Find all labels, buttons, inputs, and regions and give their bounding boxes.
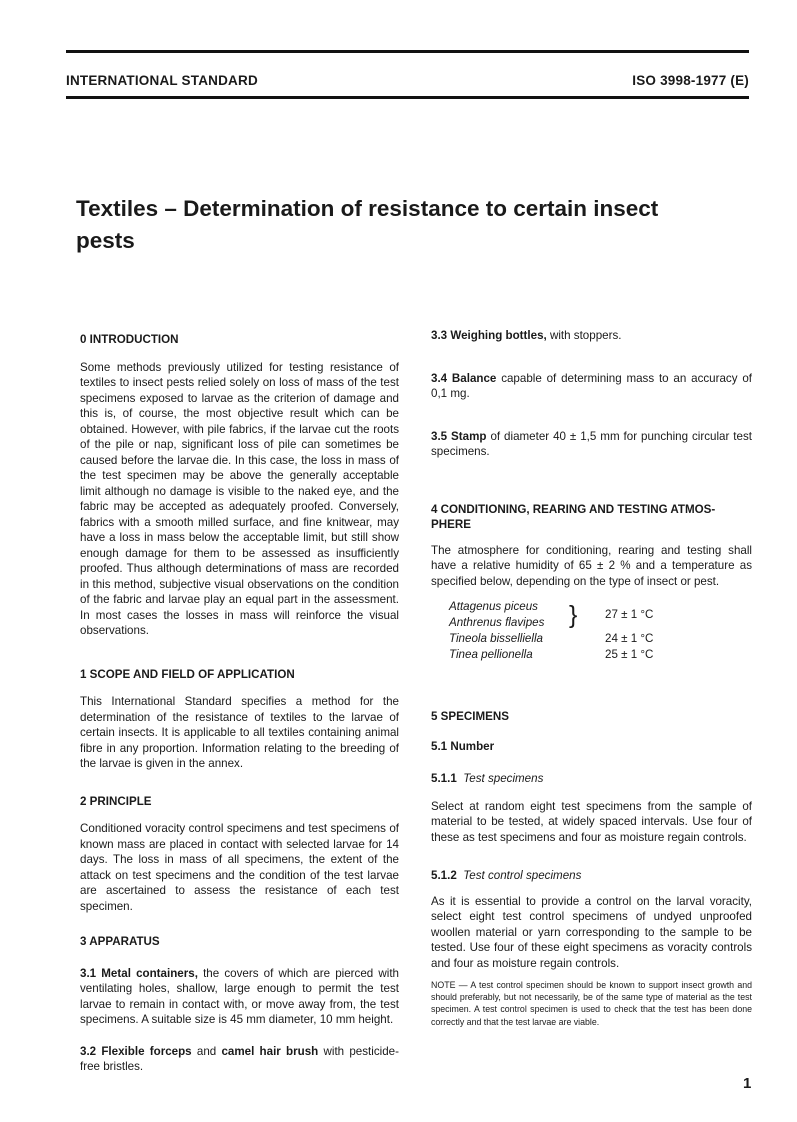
clause-3-2-lead-2: camel hair brush xyxy=(221,1044,319,1058)
clause-3-4 xyxy=(431,371,752,402)
section-4-heading-line-2: PHERE xyxy=(431,518,471,531)
clause-5-1-2-text: As it is essential to provide a control on the larval voracity, select eight test control specimens of undyed unproofed woollen material or yarn corresponding to the sample to be tested. Use four of these eight specimens as voracity controls and four as moisture regain controls. xyxy=(431,894,752,970)
clause-3-4-lead: 3.4 Balance xyxy=(431,371,497,385)
note: NOTE — A test control specimen should be known to support insect growth and should preferably, but not necessarily, be of the same type of material as the test specimen. A test control specimen is used to check that the test has been done correctly and that the test larvae are viable. xyxy=(431,980,752,1027)
clause-3-3-lead: 3.3 Weighing bottles, xyxy=(431,329,547,342)
section-2-text: Conditioned voracity control specimens and test specimens of known mass are placed in contact with selected larvae for 14 days. The loss in mass of all specimens, the extent of the attack on test specimens and the condition of the test larvae are ascertained to assess the resistance of each test specimen. xyxy=(80,822,399,913)
clause-5-1-2-number: 5.1.2 xyxy=(431,869,457,882)
document-title xyxy=(76,193,736,257)
clause-5-1-2-title: Test control specimens xyxy=(463,869,582,882)
section-0-text: Some methods previously utilized for testing resistance of textiles to insect pests relied solely on loss of mass of the test specimens exposed to larvae as the criterion of damage and this is, of course, the most objective result which can be obtained. However, with pile fabrics, if the larvae cut the roots of the pile or nap, significant loss of pile can sometimes be caused before the larvae die. In this case, the loss in mass of the test specimen may be above the generally acceptable limit although no damage is visible to the naked eye, and the fabric may be accepted as adequately proofed. Conversely, fabrics with a smooth milled surface, and fine knitwear, may have a loss in mass below the acceptable limit, but still show enough damage for them to be assessed as insufficiently proofed. Thus although determinations of mass are recorded in this method, subjective visual observations on the condition of the fabric and larvae play an equal part in the assessment. In most cases the losses in mass will reinforce the visual observations. xyxy=(80,360,399,637)
section-3-heading: 3 APPARATUS xyxy=(80,935,160,948)
clause-5-1-1-text: Select at random eight test specimens from the sample of material to be tested, at widely spaced intervals. Use four of these as test specimens and four as moisture regain controls. xyxy=(431,799,752,844)
right-column xyxy=(431,328,752,1028)
species-temperature: 24 ± 1 °C xyxy=(605,632,654,646)
clause-3-5 xyxy=(431,429,752,460)
clause-3-2-mid: and xyxy=(191,1044,222,1058)
section-4-text: The atmosphere for conditioning, rearing and testing shall have a relative humidity of 65 ± 2 % and a temperature as specified below, depending on the type of insect or pest. xyxy=(431,543,752,588)
section-1-heading: 1 SCOPE AND FIELD OF APPLICATION xyxy=(80,667,295,681)
top-rule xyxy=(66,50,749,53)
species-temperature-table xyxy=(449,599,653,663)
clause-3-2-lead-1: 3.2 Flexible forceps xyxy=(80,1044,192,1058)
section-5-heading: 5 SPECIMENS xyxy=(431,710,509,723)
clause-5-1-1-heading xyxy=(431,771,752,787)
grouped-temperature: 27 ± 1 °C xyxy=(605,608,654,622)
section-0-heading: 0 INTRODUCTION xyxy=(80,333,179,346)
header-rule xyxy=(66,96,749,99)
left-column xyxy=(80,332,399,1075)
standard-label: INTERNATIONAL STANDARD xyxy=(66,73,258,88)
clause-3-5-text: of diameter 40 ± 1,5 mm for punching circular test specimens. xyxy=(431,429,752,458)
clause-5-1-heading: 5.1 Number xyxy=(431,739,495,753)
clause-3-2-text: with pesticide-free bristles. xyxy=(80,1044,399,1073)
clause-3-2 xyxy=(80,1044,399,1075)
section-4-heading xyxy=(431,502,752,533)
title-line-1: Textiles – Determination of resistance to certain insect xyxy=(76,196,659,221)
section-2-heading: 2 PRINCIPLE xyxy=(80,794,152,808)
section-4-heading-line-1: 4 CONDITIONING, REARING AND TESTING ATMOS- xyxy=(431,502,716,516)
species-temperature: 25 ± 1 °C xyxy=(605,648,654,662)
clause-5-1-2-heading xyxy=(431,868,752,884)
clause-3-3-text: with stoppers. xyxy=(546,329,622,342)
title-line-2: pests xyxy=(76,228,135,253)
clause-5-1-1-number: 5.1.1 xyxy=(431,772,457,785)
clause-3-1 xyxy=(80,966,399,1028)
clause-3-5-lead: 3.5 Stamp xyxy=(431,429,487,443)
clause-3-1-text: the covers of which are pierced with ventilating holes, shallow, large enough to permit the test larvae to remain in contact with, or move away from, the test specimens. A suitable size is 45 mm diameter, 10 mm height. xyxy=(80,966,399,1026)
species-row xyxy=(449,599,653,615)
species-name: Tinea pellionella xyxy=(449,648,533,662)
species-row xyxy=(449,647,653,663)
species-name: Attagenus piceus xyxy=(449,600,538,614)
clause-5-1-1-title: Test specimens xyxy=(463,772,544,785)
section-1-text: This International Standard specifies a method for the determination of the resistance of textiles to the larvae of certain insects. It is applicable to all textiles containing animal fibre in any proportion. Information relating to the breeding of the larvae is given in the annex. xyxy=(80,695,399,770)
clause-3-3 xyxy=(431,328,752,344)
brace: } xyxy=(569,601,578,629)
clause-3-4-text: capable of determining mass to an accuracy of 0,1 mg. xyxy=(431,371,752,400)
species-row xyxy=(449,631,653,647)
species-name: Anthrenus flavipes xyxy=(449,616,545,630)
clause-3-1-lead: 3.1 Metal containers, xyxy=(80,966,198,980)
species-name: Tineola bisselliella xyxy=(449,632,543,646)
standard-number: ISO 3998-1977 (E) xyxy=(632,73,749,88)
page-number: 1 xyxy=(743,1075,752,1092)
